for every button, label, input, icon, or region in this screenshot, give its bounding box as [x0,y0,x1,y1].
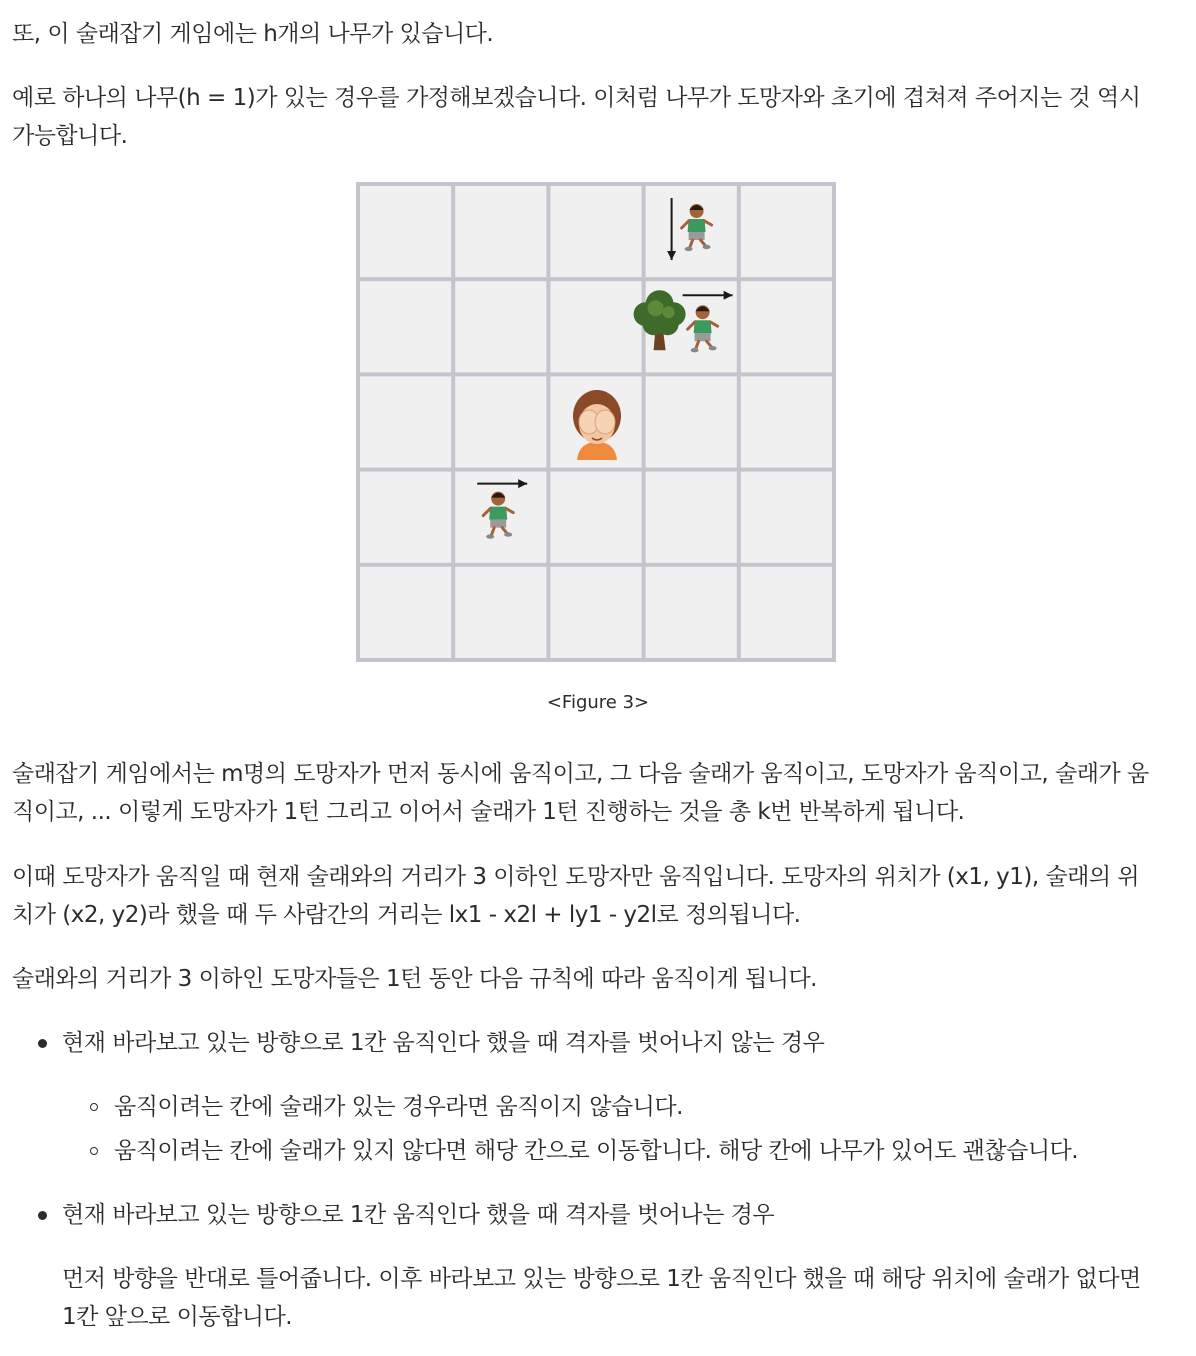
grid-cell [741,472,832,563]
paragraph-reverse-direction-line1: 먼저 방향을 반대로 틀어줍니다. 이후 바라보고 있는 방향으로 1칸 움직인다 했을 때 해당 위치에 술래가 없다면 [62,1266,1141,1292]
grid-cell [741,567,832,658]
list-item-text: 현재 바라보고 있는 방향으로 1칸 움직인다 했을 때 격자를 벗어나는 경우 [62,1202,775,1228]
grid-cell [550,281,641,372]
grid-cell [741,376,832,467]
grid-cell [550,567,641,658]
grid-cell [360,567,451,658]
grid-cell [646,376,737,467]
grid-cell [455,281,546,372]
list-item-text: 현재 바라보고 있는 방향으로 1칸 움직인다 했을 때 격자를 벗어나지 않는 경우 [62,1030,825,1056]
paragraph-distance-line1: 이때 도망자가 움직일 때 현재 술래와의 거리가 3 이하인 도망자만 움직입니다. 도망자의 위치가 (x1, y1), 술래의 위 [12,864,1140,890]
grid-cell [455,186,546,277]
paragraph-turn-order-line1: 술래잡기 게임에서는 m명의 도망자가 먼저 동시에 움직이고, 그 다음 술래가 움직이고, 도망자가 움직이고, 술래가 움 [12,761,1149,787]
bullet-dot-icon [38,1039,47,1048]
figure-caption: <Figure 3> [546,692,650,713]
paragraph-tree-example-line1: 예로 하나의 나무(h = 1)가 있는 경우를 가정해보겠습니다. 이처럼 나무가 도망자와 초기에 겹쳐져 주어지는 것 역시 [12,85,1141,111]
grid-cell [741,281,832,372]
grid-cell [646,472,737,563]
paragraph-turn-order-line2: 직이고, ... 이렇게 도망자가 1턴 그리고 이어서 술래가 1턴 진행하는 것을 총 k번 반복하게 됩니다. [12,799,965,825]
grid-cell [550,186,641,277]
grid-cell [455,376,546,467]
grid-cell [360,281,451,372]
grid-cell [360,376,451,467]
grid-cell [455,567,546,658]
grid-cell [360,472,451,563]
grid-cell [646,567,737,658]
paragraph-trees-intro: 또, 이 술래잡기 게임에는 h개의 나무가 있습니다. [12,21,494,47]
paragraph-tree-example-line2: 가능합니다. [12,123,128,149]
grid-cell [550,472,641,563]
bullet-dot-icon [38,1211,47,1220]
grid-cell [741,186,832,277]
sub-list-item-text: 움직이려는 칸에 술래가 있는 경우라면 움직이지 않습니다. [114,1094,683,1120]
bullet-circle-icon [90,1147,98,1155]
figure-grid [356,182,836,662]
sub-list-item-text: 움직이려는 칸에 술래가 있지 않다면 해당 칸으로 이동합니다. 해당 칸에 나무가 있어도 괜찮습니다. [114,1138,1079,1164]
paragraph-reverse-direction-line2: 1칸 앞으로 이동합니다. [62,1304,293,1330]
bullet-circle-icon [90,1103,98,1111]
paragraph-distance-line2: 치가 (x2, y2)라 했을 때 두 사람간의 거리는 lx1 - x2l + ly1 - y2l로 정의됩니다. [12,902,801,928]
grid-cell [360,186,451,277]
paragraph-move-rules: 술래와의 거리가 3 이하인 도망자들은 1턴 동안 다음 규칙에 따라 움직이게 됩니다. [12,966,817,992]
